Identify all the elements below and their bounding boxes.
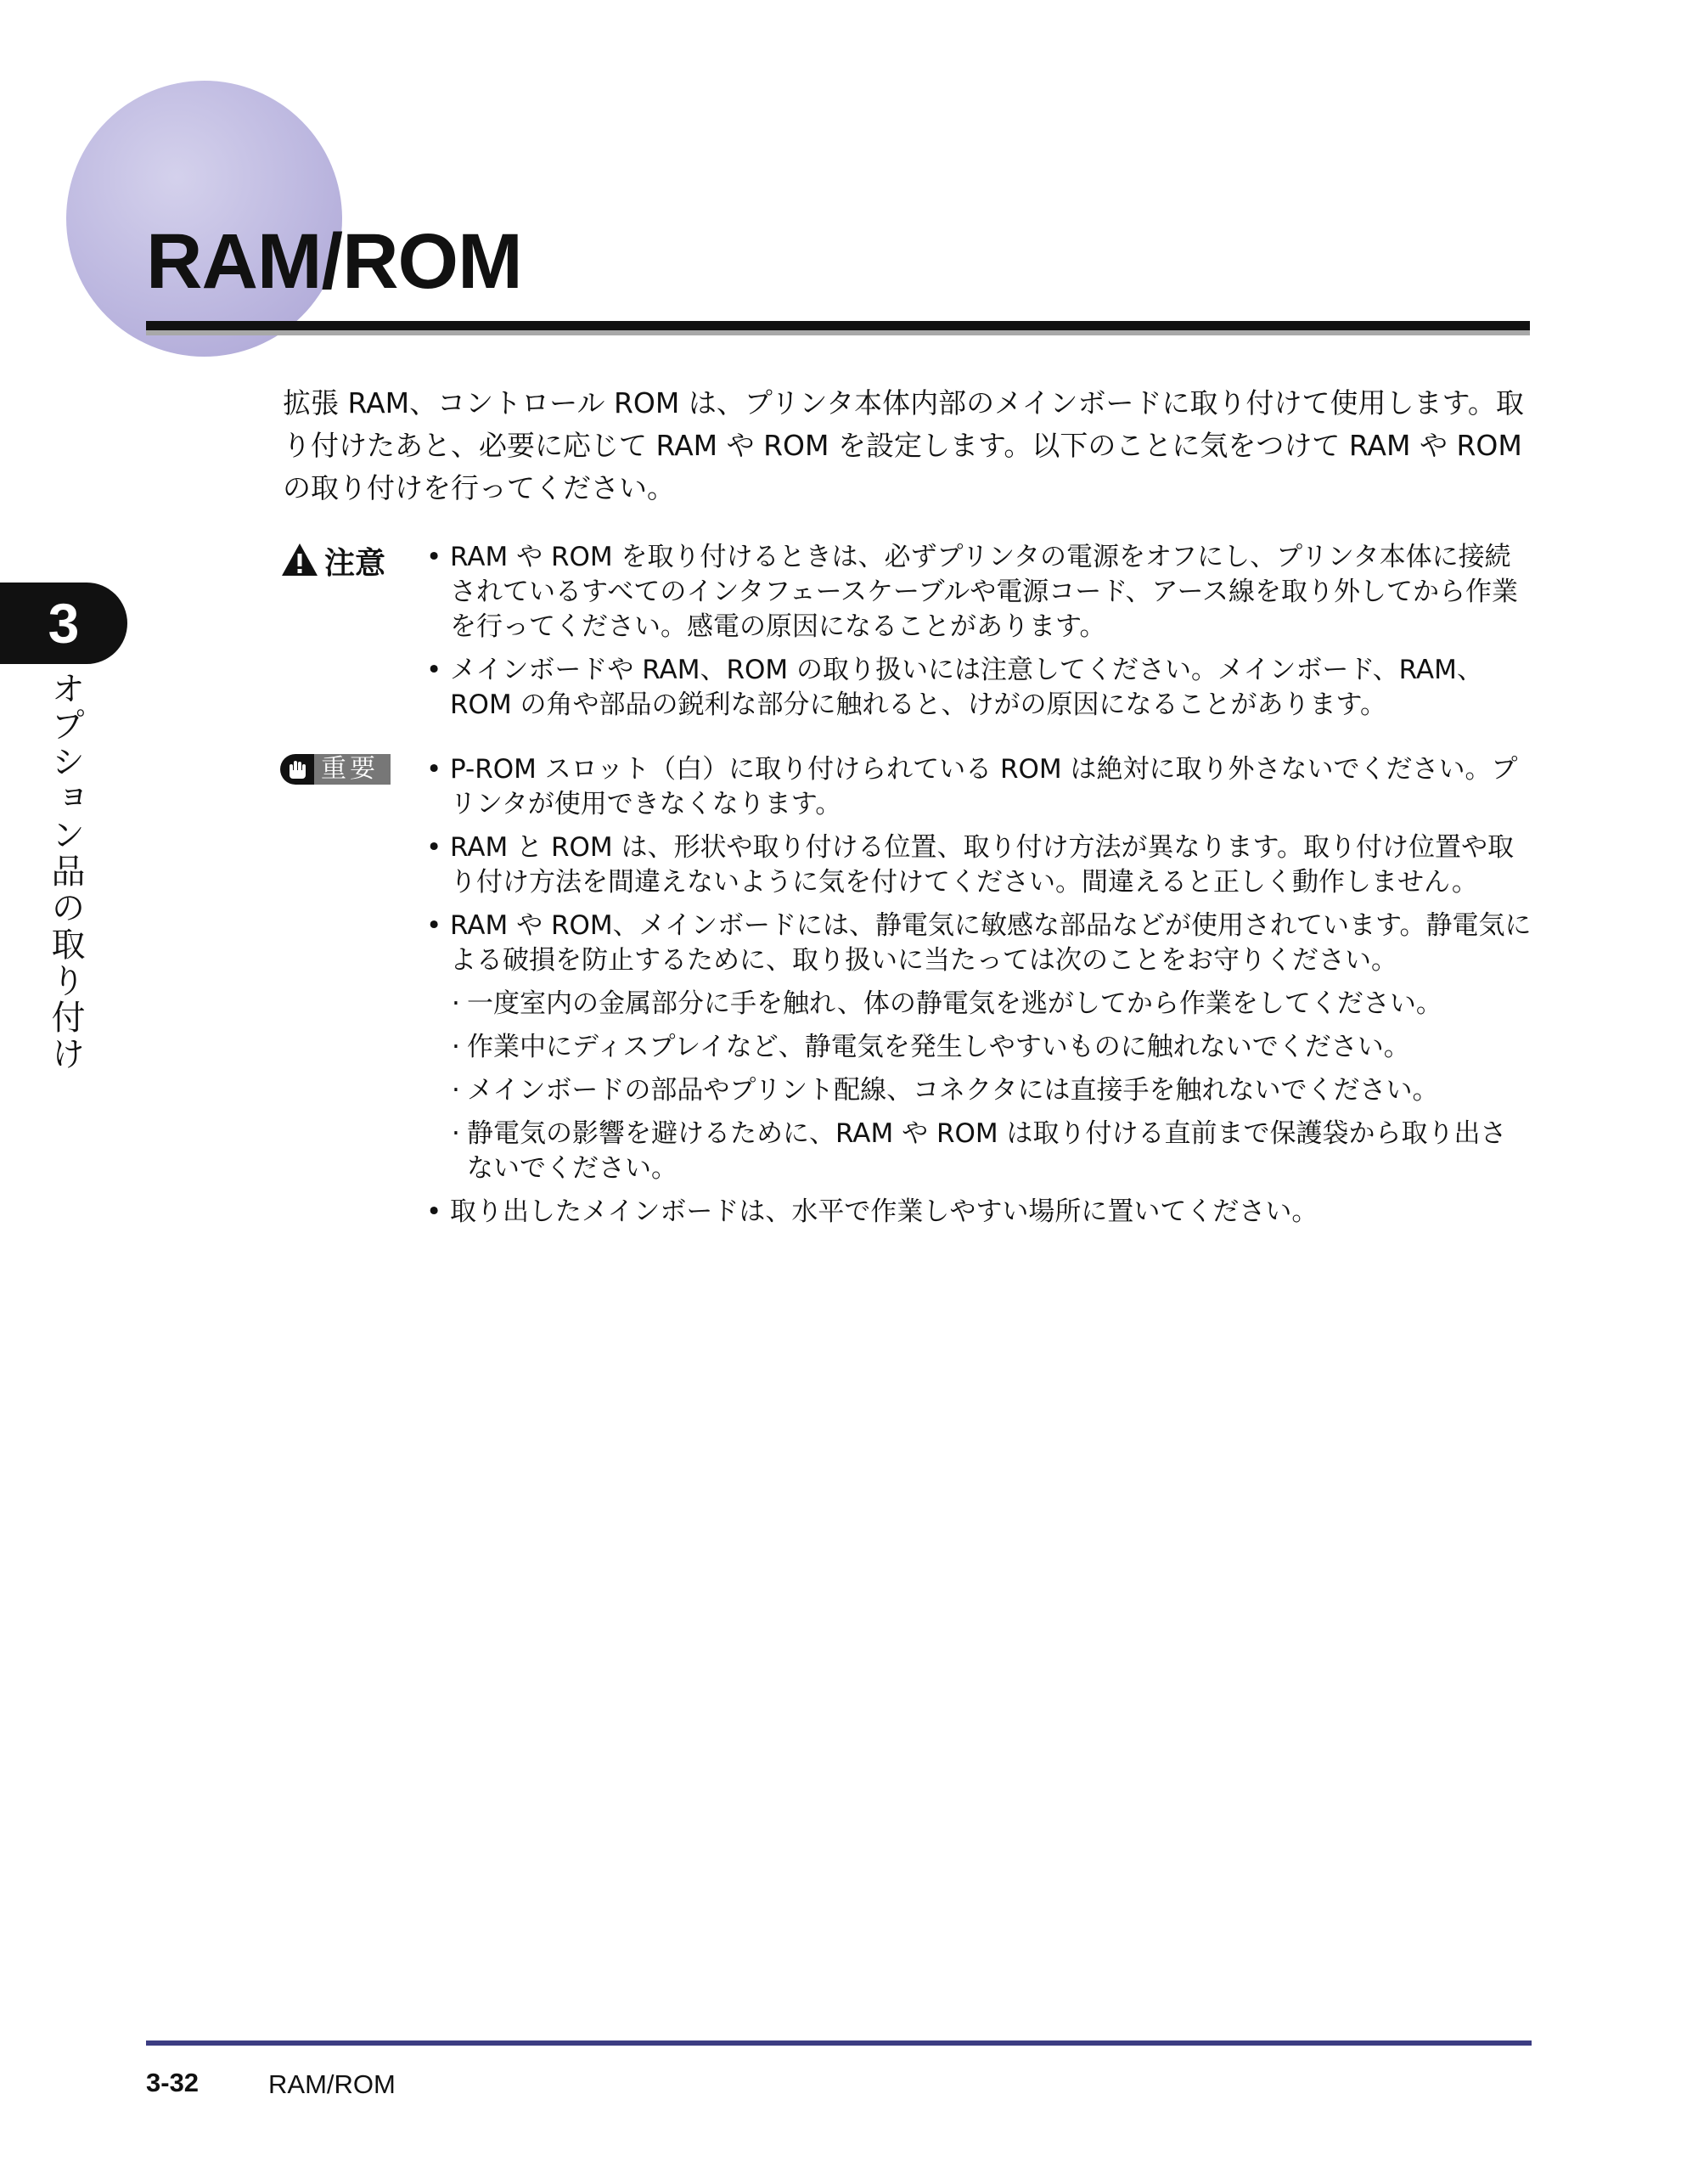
important-sub-item: · 一度室内の金属部分に手を触れ、体の静電気を逃がしてから作業をしてください。 [424,987,1532,1022]
important-item: • RAM と ROM は、形状や取り付ける位置、取り付け方法が異なります。取り付け位置や取り付け方法を間違えないように気を付けてください。間違えると正しく動作しません。 [424,830,1532,900]
page-number: 3-32 [146,2068,200,2097]
important-list [424,752,1532,1238]
chapter-number: 3 [48,592,80,655]
hand-stop-icon [280,754,314,785]
caution-heading [280,539,385,583]
caution-list [424,540,1532,731]
important-item: • RAM や ROM、メインボードには、静電気に敏感な部品などが使用されています。静電気による破損を防止するために、取り扱いに当たっては次のことをお守りください。 [424,909,1532,978]
important-item: • P-ROM スロット（白）に取り付けられている ROM は絶対に取り外さないでください。プリンタが使用できなくなります。 [424,752,1532,822]
caution-item: • RAM や ROM を取り付けるときは、必ずプリンタの電源をオフにし、プリンタ本体に接続されているすべてのインタフェースケーブルや電源コード、アース線を取り外してから作業を行ってください。感電の原因になることがあります。 [424,540,1532,645]
title-rule-shadow [146,330,1530,335]
important-sub-item: · メインボードの部品やプリント配線、コネクタには直接手を触れないでください。 [424,1073,1532,1108]
important-label: 重要 [314,754,391,785]
footer-rule [146,2040,1532,2046]
chapter-label: オプション品の取り付け [46,671,85,1072]
warning-triangle-icon [280,542,319,581]
title-rule [146,321,1530,330]
chapter-tab [0,583,127,664]
important-sub-item: · 静電気の影響を避けるために、RAM や ROM は取り付ける直前まで保護袋から取り出さないでください。 [424,1117,1532,1186]
caution-label: 注意 [324,546,386,581]
caution-item: • メインボードや RAM、ROM の取り扱いには注意してください。メインボード、RAM、ROM の角や部品の鋭利な部分に触れると、けがの原因になることがあります。 [424,653,1532,723]
footer-section-title: RAM/ROM [268,2069,396,2099]
important-item: • 取り出したメインボードは、水平で作業しやすい場所に置いてください。 [424,1195,1532,1230]
important-heading [280,754,391,785]
important-sub-item: · 作業中にディスプレイなど、静電気を発生しやすいものに触れないでください。 [424,1030,1532,1065]
page-title: RAM/ROM [146,218,522,305]
intro-paragraph: 拡張 RAM、コントロール ROM は、プリンタ本体内部のメインボードに取り付けて使用します。取り付けたあと、必要に応じて RAM や ROM を設定します。以下のことに気をつけて RAM や ROM の取り付けを行ってください。 [283,386,1524,504]
